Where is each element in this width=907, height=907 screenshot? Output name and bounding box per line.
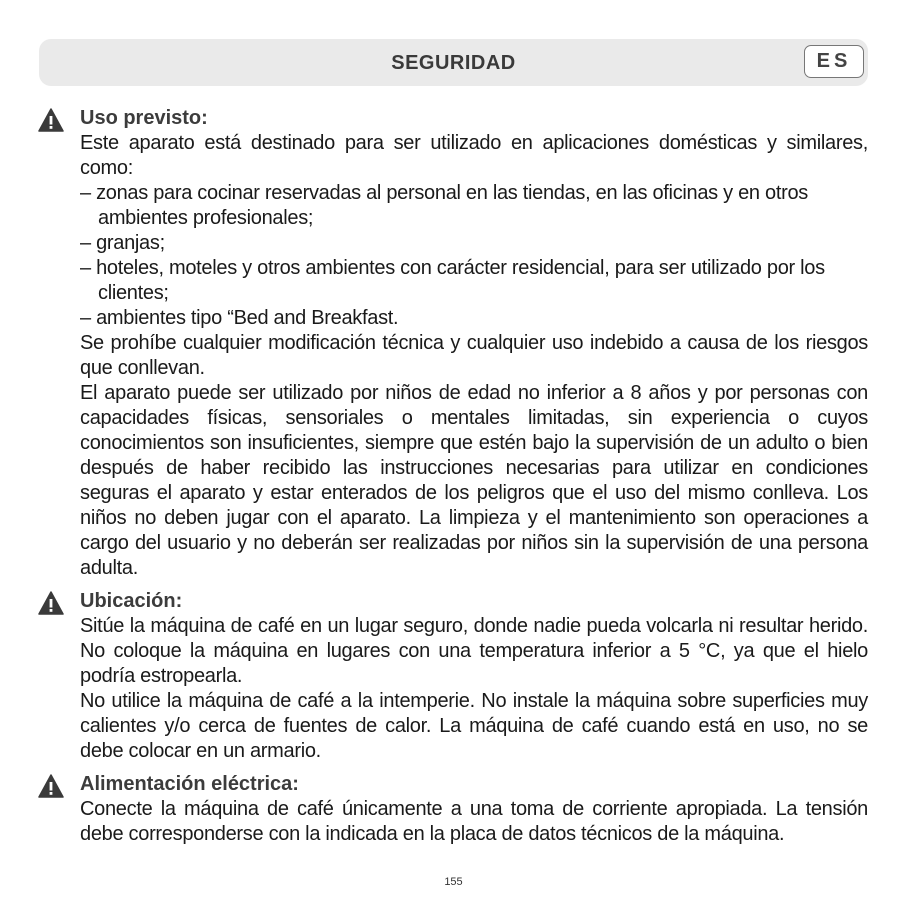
list-item: – hoteles, moteles y otros ambientes con carácter residencial, para ser utilizado por los clientes;	[80, 257, 825, 304]
section-location	[80, 589, 868, 764]
paragraph: Sitúe la máquina de café en un lugar seguro, donde nadie pueda volcarla ni resultar herido. No coloque la máquina en lugares con una temperatura inferior a 5 °C, ya que el hielo podría estropearla.	[80, 615, 868, 687]
warning-triangle-icon	[38, 108, 64, 132]
paragraph: El aparato puede ser utilizado por niños de edad no inferior a 8 años y por personas con capacidades físicas, sensoriales o mentales limitadas, sin experiencia o cuyos conocimientos son insuficientes, siempre que estén bajo la supervisión de un adulto o bien después de haber recibido las instrucciones necesarias para utilizar en condiciones seguras el aparato y estar enterados de los peligros que el uso del mismo conlleva. Los niños no deben jugar con el aparato. La limpieza y el mantenimiento son operaciones a cargo del usuario y no deberán ser realizadas por niños sin la supervisión de una persona adulta.	[80, 382, 868, 579]
page-number: 155	[444, 876, 463, 888]
section-power-supply	[80, 772, 868, 847]
warning-triangle-icon	[38, 591, 64, 615]
warning-triangle-icon	[38, 774, 64, 798]
paragraph: Se prohíbe cualquier modificación técnica y cualquier uso indebido a causa de los riesgos que conllevan.	[80, 332, 868, 379]
list-item: – ambientes tipo “Bed and Breakfast.	[80, 307, 399, 329]
section-title: Ubicación:	[80, 590, 183, 612]
section-intended-use	[80, 106, 868, 581]
section-header-bar	[39, 39, 868, 86]
paragraph: Conecte la máquina de café únicamente a una toma de corriente apropiada. La tensión debe corresponderse con la indicada en la placa de datos técnicos de la máquina.	[80, 798, 868, 845]
paragraph: No utilice la máquina de café a la intemperie. No instale la máquina sobre superficies muy calientes y/o cerca de fuentes de calor. La máquina de café cuando está en uso, no se debe colocar en un armario.	[80, 690, 868, 762]
section-title: Alimentación eléctrica:	[80, 773, 299, 795]
language-badge: ES	[804, 45, 864, 78]
document-body	[80, 106, 868, 847]
usage-list	[80, 181, 868, 331]
section-title: Uso previsto:	[80, 107, 208, 129]
page-title: SEGURIDAD	[391, 52, 516, 74]
list-item: – zonas para cocinar reservadas al personal en las tiendas, en las oficinas y en otros ambientes profesionales;	[80, 182, 808, 229]
paragraph: Este aparato está destinado para ser utilizado en aplicaciones domésticas y similares, como:	[80, 132, 868, 179]
list-item: – granjas;	[80, 232, 165, 254]
